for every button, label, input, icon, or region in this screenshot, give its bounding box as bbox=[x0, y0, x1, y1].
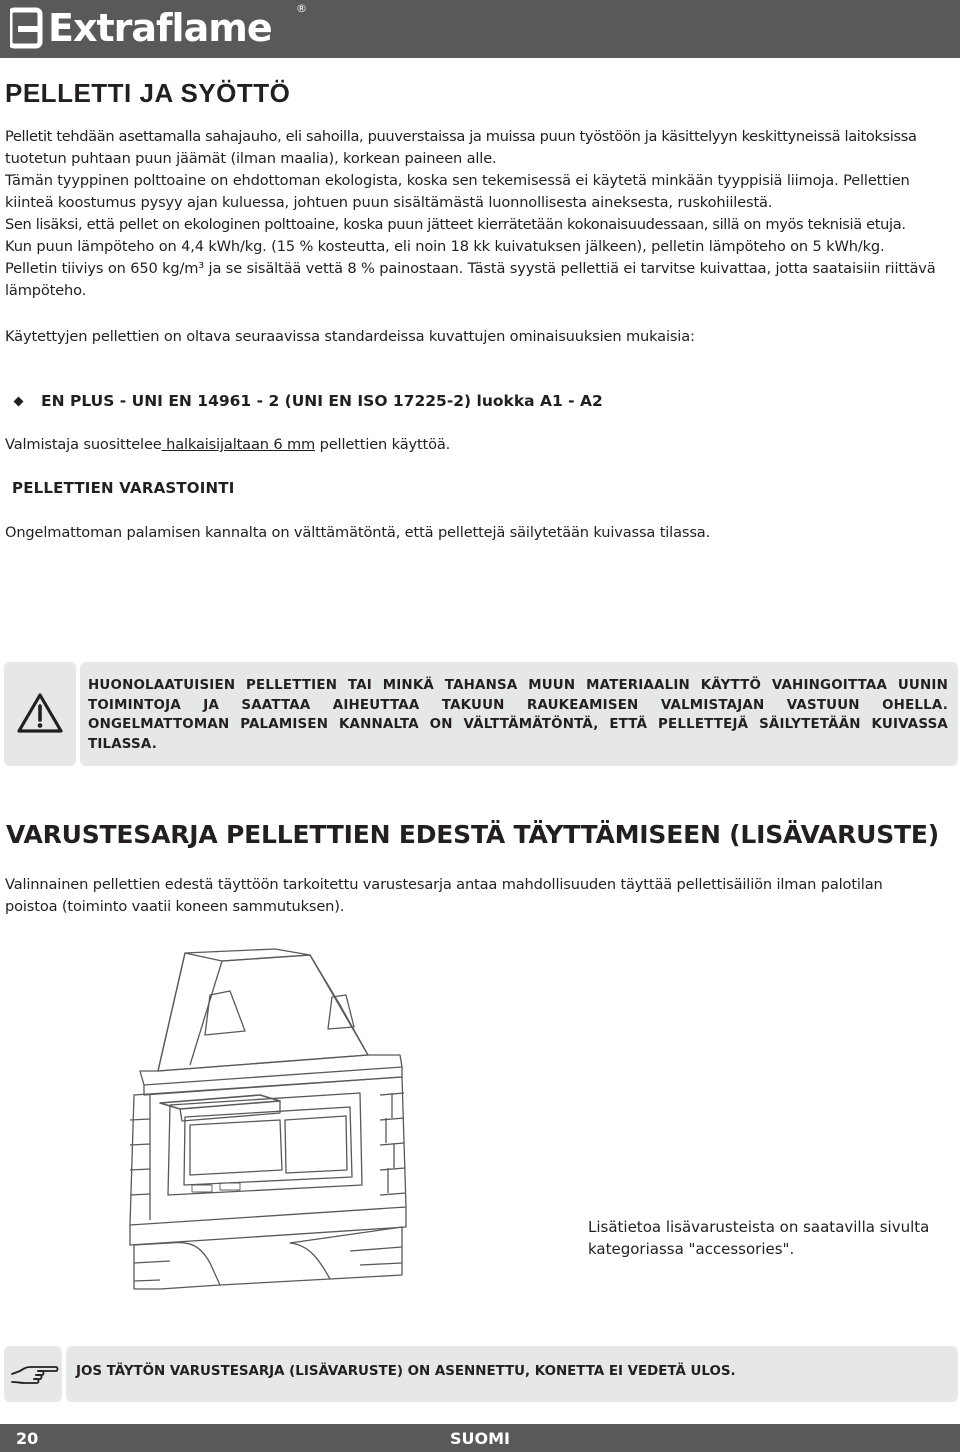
standard-bullet-text: EN PLUS - UNI EN 14961 - 2 (UNI EN ISO 17225-2) luokka A1 - A2 bbox=[41, 392, 603, 410]
warning-box bbox=[4, 662, 958, 766]
pellets-paragraph bbox=[5, 126, 936, 302]
paragraph-line: kiinteä koostumus pysyy ajan kuluessa, johtuen puun sisältämästä luonnollisesta aineksesta, ruskohiilestä. bbox=[5, 194, 773, 211]
footer-bar bbox=[0, 1424, 960, 1452]
registered-mark: ® bbox=[296, 2, 307, 15]
header-bar bbox=[0, 0, 960, 58]
info-line: Lisätietoa lisävarusteista on saatavilla sivulta bbox=[588, 1218, 930, 1236]
paragraph-line: Tämän tyyppinen polttoaine on ehdottoman ekologista, koska sen tekemisessä ei käytetä minkään tyyppisiä liimoja. Pellettien bbox=[5, 172, 910, 189]
section-title-pellets: PELLETTI JA SYÖTTÖ bbox=[5, 78, 291, 108]
front-loading-kit-paragraph bbox=[5, 874, 883, 918]
footer-language: SUOMI bbox=[450, 1429, 510, 1448]
warning-text: HUONOLAATUISIEN PELLETTIEN TAI MINKÄ TAHANSA MUUN MATERIAALIN KÄYTTÖ VAHINGOITTAA UUNIN TOIMINTOJA JA SAATTAA AIHEUTTAA TAKUUN RAUKEAMISEN VALMISTAJAN VASTUUN OHELLA. ONGELMATTOMAN PALAMISEN KANNALTA ON VÄLTTÄMÄTÖNTÄ, ETTÄ PELLETTEJÄ SÄILYTETÄÄN KUIVASSA TILASSA. bbox=[88, 678, 948, 752]
page-number: 20 bbox=[16, 1429, 39, 1448]
note-box bbox=[4, 1346, 958, 1402]
diameter-recommendation bbox=[5, 434, 450, 456]
note-text: JOS TÄYTÖN VARUSTESARJA (LISÄVARUSTE) ON ASENNETTU, KONETTA EI VEDETÄ ULOS. bbox=[76, 1364, 736, 1379]
stove-illustration bbox=[110, 945, 430, 1295]
warning-icon-panel bbox=[4, 662, 76, 766]
diameter-text-end: pellettien käyttöä. bbox=[315, 436, 451, 453]
standards-intro: Käytettyjen pellettien on oltava seuraavissa standardeissa kuvattujen ominaisuuksien mukaisia: bbox=[5, 328, 695, 345]
info-line: kategoriassa "accessories". bbox=[588, 1240, 795, 1258]
brand-logo-mark-icon bbox=[10, 6, 46, 50]
diameter-text-start: Valmistaja suosittelee bbox=[5, 436, 162, 453]
paragraph-line: tuotetun puhtaan puun jäämät (ilman maalia), korkean paineen alle. bbox=[5, 150, 497, 167]
paragraph-line: Pelletin tiiviys on 650 kg/m³ ja se sisältää vettä 8 % painostaan. Tästä syystä pellettiä ei tarvitse kuivattaa, jotta saataisiin riittävä bbox=[5, 260, 936, 277]
paragraph-line: Sen lisäksi, että pellet on ekologinen polttoaine, koska puun jätteet kierrätetään kokonaisuudessaan, sillä on myös teknisiä etuja. bbox=[5, 216, 906, 233]
bullet-diamond-icon bbox=[14, 396, 24, 406]
paragraph-line: Valinnainen pellettien edestä täyttöön tarkoitettu varustesarja antaa mahdollisuuden täyttää pellettisäiliön ilman palotilan bbox=[5, 876, 883, 893]
standard-bullet-item bbox=[15, 392, 603, 410]
section-title-front-loading-kit: VARUSTESARJA PELLETTIEN EDESTÄ TÄYTTÄMISEEN (LISÄVARUSTE) bbox=[6, 820, 939, 849]
paragraph-line: poistoa (toiminto vaatii koneen sammutuksen). bbox=[5, 898, 345, 915]
pointing-hand-icon bbox=[10, 1362, 60, 1390]
storage-text: Ongelmattoman palamisen kannalta on välttämätöntä, että pellettejä säilytetään kuivassa tilassa. bbox=[5, 524, 711, 541]
brand-logo bbox=[10, 6, 272, 50]
warning-triangle-icon bbox=[16, 692, 64, 734]
storage-title: PELLETTIEN VARASTOINTI bbox=[12, 479, 235, 497]
paragraph-line: Kun puun lämpöteho on 4,4 kWh/kg. (15 % kosteutta, eli noin 18 kk kuivatuksen jälkeen), pelletin lämpöteho on 5 kWh/kg. bbox=[5, 238, 885, 255]
accessories-info bbox=[588, 1216, 929, 1260]
paragraph-line: lämpöteho. bbox=[5, 282, 87, 299]
paragraph-line: Pelletit tehdään asettamalla sahajauho, eli sahoilla, puuverstaissa ja muissa puun työstöön ja käsittelyyn keskittyneissä laitoksissa bbox=[5, 128, 917, 145]
note-icon-panel bbox=[4, 1346, 62, 1402]
diameter-emphasis: halkaisijaltaan 6 mm bbox=[161, 436, 316, 453]
brand-name: Extraflame bbox=[48, 6, 272, 50]
